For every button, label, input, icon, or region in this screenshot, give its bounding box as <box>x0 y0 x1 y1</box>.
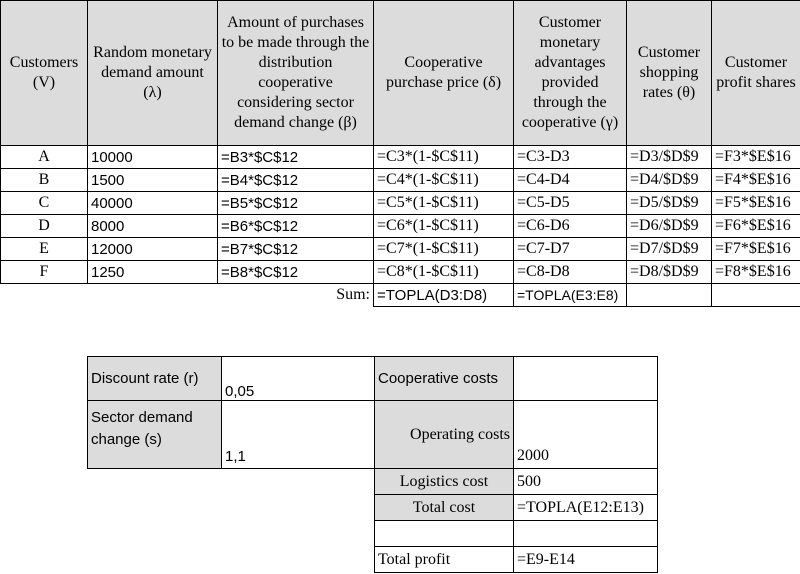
discount-rate-value: 0,05 <box>222 357 375 401</box>
operating-costs-value: 2000 <box>514 401 658 469</box>
total-profit-label: Total profit <box>375 547 514 573</box>
cooperative-costs-value <box>514 357 658 401</box>
purchase-cell: =B3*$C$12 <box>218 146 374 169</box>
share-cell: =F4*$E$16 <box>712 169 800 192</box>
share-cell: =F5*$E$16 <box>712 192 800 215</box>
param-row <box>88 469 658 495</box>
advantage-cell: =C6-D6 <box>514 215 627 238</box>
price-cell: =C4*(1-$C$11) <box>374 169 514 192</box>
param-row <box>88 521 658 547</box>
header-cell: Cooperative purchase price (δ) <box>374 1 514 146</box>
empty-cell <box>627 284 712 307</box>
demand-cell: 1250 <box>88 261 218 284</box>
demand-cell: 12000 <box>88 238 218 261</box>
purchase-cell: =B8*$C$12 <box>218 261 374 284</box>
table-row <box>1 169 800 192</box>
demand-cell: 8000 <box>88 215 218 238</box>
discount-rate-label: Discount rate (r) <box>88 357 222 401</box>
share-cell: =F3*$E$16 <box>712 146 800 169</box>
sum-row <box>1 284 800 307</box>
sector-demand-value: 1,1 <box>222 401 375 469</box>
purchase-cell: =B4*$C$12 <box>218 169 374 192</box>
table-row <box>1 146 800 169</box>
price-cell: =C8*(1-$C$11) <box>374 261 514 284</box>
cooperative-costs-label: Cooperative costs <box>375 357 514 401</box>
demand-cell: 1500 <box>88 169 218 192</box>
advantage-cell: =C5-D5 <box>514 192 627 215</box>
sum-advantage-cell: =TOPLA(E3:E8) <box>514 284 627 307</box>
logistics-cost-value: 500 <box>514 469 658 495</box>
advantage-cell: =C8-D8 <box>514 261 627 284</box>
purchase-cell: =B6*$C$12 <box>218 215 374 238</box>
table-row <box>1 192 800 215</box>
logistics-cost-label: Logistics cost <box>375 469 514 495</box>
sum-label: Sum: <box>336 286 370 304</box>
customer-cell: B <box>1 169 88 192</box>
sum-price-cell: =TOPLA(D3:D8) <box>374 284 514 307</box>
table-row <box>1 261 800 284</box>
table-row <box>1 238 800 261</box>
price-cell: =C7*(1-$C$11) <box>374 238 514 261</box>
rate-cell: =D7/$D$9 <box>627 238 712 261</box>
header-cell: Customer monetary advantages provided through the cooperative (γ) <box>514 1 627 146</box>
customer-cell: F <box>1 261 88 284</box>
rate-cell: =D8/$D$9 <box>627 261 712 284</box>
customer-cell: D <box>1 215 88 238</box>
empty-cell <box>514 521 658 547</box>
share-cell: =F7*$E$16 <box>712 238 800 261</box>
purchase-cell: =B5*$C$12 <box>218 192 374 215</box>
price-cell: =C5*(1-$C$11) <box>374 192 514 215</box>
customer-cell: C <box>1 192 88 215</box>
price-cell: =C3*(1-$C$11) <box>374 146 514 169</box>
empty-cell <box>712 284 800 307</box>
header-row <box>1 1 800 146</box>
empty-cell <box>375 521 514 547</box>
demand-cell: 40000 <box>88 192 218 215</box>
parameters-table <box>87 356 658 573</box>
advantage-cell: =C3-D3 <box>514 146 627 169</box>
customer-cell: E <box>1 238 88 261</box>
total-cost-label: Total cost <box>375 495 514 521</box>
rate-cell: =D3/$D$9 <box>627 146 712 169</box>
total-profit-value: =E9-E14 <box>514 547 658 573</box>
header-cell: Customer shopping rates (θ) <box>627 1 712 146</box>
header-cell: Amount of purchases to be made through the distribution cooperative considering sector demand change (β) <box>218 1 374 146</box>
advantage-cell: =C4-D4 <box>514 169 627 192</box>
operating-costs-label: Operating costs <box>375 401 514 469</box>
demand-cell: 10000 <box>88 146 218 169</box>
header-cell: Customer profit shares <box>712 1 800 146</box>
rate-cell: =D4/$D$9 <box>627 169 712 192</box>
customer-cell: A <box>1 146 88 169</box>
param-row <box>88 547 658 573</box>
header-cell: Random monetary demand amount (λ) <box>88 1 218 146</box>
param-row <box>88 401 658 469</box>
param-row <box>88 357 658 401</box>
share-cell: =F6*$E$16 <box>712 215 800 238</box>
sector-demand-label: Sector demand change (s) <box>88 401 222 469</box>
purchase-cell: =B7*$C$12 <box>218 238 374 261</box>
param-row <box>88 495 658 521</box>
header-cell: Customers (V) <box>1 1 88 146</box>
advantage-cell: =C7-D7 <box>514 238 627 261</box>
share-cell: =F8*$E$16 <box>712 261 800 284</box>
rate-cell: =D5/$D$9 <box>627 192 712 215</box>
table-row <box>1 215 800 238</box>
total-cost-value: =TOPLA(E12:E13) <box>514 495 658 521</box>
price-cell: =C6*(1-$C$11) <box>374 215 514 238</box>
rate-cell: =D6/$D$9 <box>627 215 712 238</box>
